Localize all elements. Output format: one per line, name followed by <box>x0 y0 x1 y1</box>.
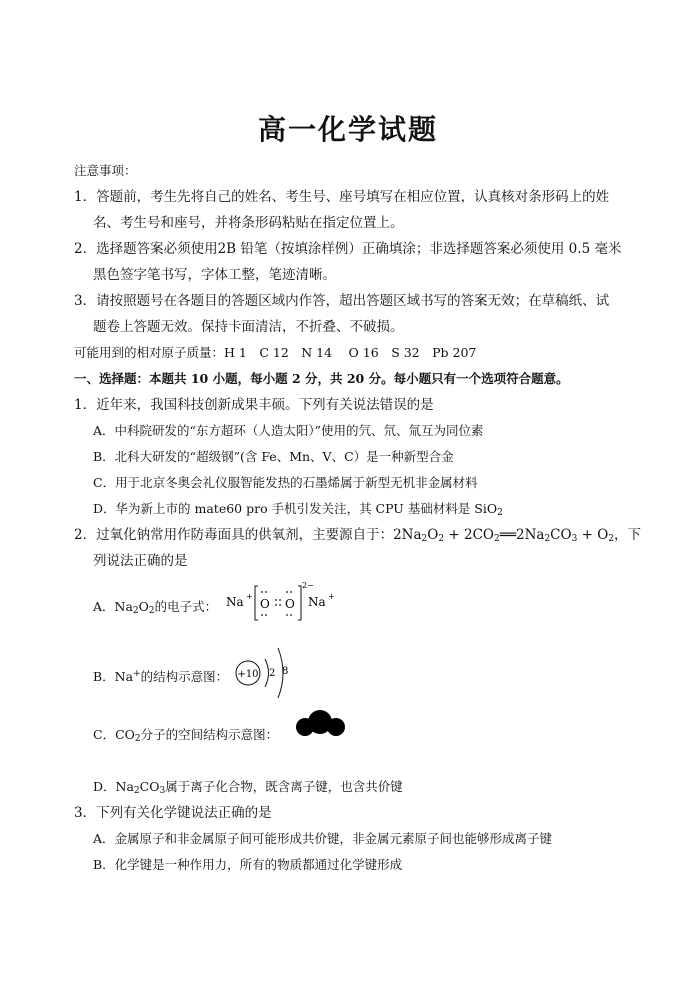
notice-heading: 注意事项： <box>74 163 137 178</box>
question-2-option-c: C．$CO_2$分子的空间结构示意图： <box>93 727 279 744</box>
notice-item-3-line1: 3．请按照题号在各题目的答题区域内作答，超出答题区域书写的答案无效；在草稿纸、试 <box>74 293 610 309</box>
notice-item-1-line2: 名、考生号和座号，并将条形码粘贴在指定位置上。 <box>93 215 404 231</box>
question-3-stem: 3．下列有关化学键说法正确的是 <box>74 805 272 821</box>
electron-formula-charge: 2− <box>302 581 314 590</box>
question-2-option-d: D．$Na_2CO_3$属于离子化合物，既含离子键，也含共价键 <box>93 779 403 796</box>
question-2-option-b: B．Na+的结构示意图： <box>93 669 229 684</box>
notice-item-3-line2: 题卷上答题无效。保持卡面清洁，不折叠、不破损。 <box>93 319 404 335</box>
question-1-option-d: D．华为新上市的 mate60 pro 手机引发关注，其 CPU 基础材料是 SiO$_2$ <box>93 501 503 518</box>
page-title: 高一化学试题 <box>257 113 438 146</box>
question-1-stem: 1．近年来，我国科技创新成果丰硕。下列有关说法错误的是 <box>74 397 434 413</box>
notice-item-1-num: 1． <box>74 189 97 205</box>
ion-structure-diagram <box>232 644 302 702</box>
notice-item-2-line2: 黑色签字笔书写，字体工整，笔迹清晰。 <box>93 267 336 283</box>
question-1-option-b: B．北科大研发的“超级钢”(含 Fe、Mn、V、C）是一种新型合金 <box>93 449 454 464</box>
question-3-option-a: A．金属原子和非金属原子间可能形成共价键，非金属元素原子间也能够形成离子键 <box>93 831 553 846</box>
notice-item-3-num: 3． <box>74 293 97 309</box>
notice-item-2-num: 2． <box>74 241 97 257</box>
electron-formula-oxygen-1: O <box>260 597 270 611</box>
question-2-stem-line2: 列说法正确的是 <box>93 553 188 569</box>
notice-item-2-line1: 2．选择题答案必须使用2B 铅笔（按填涂样例）正确填涂；非选择题答案必须使用 0.5 毫米 <box>74 241 622 257</box>
notice-item-1-line1: 1．答题前，考生先将自己的姓名、考生号、座号填写在相应位置，认真核对条形码上的姓 <box>74 189 610 205</box>
electron-shell-arc-1 <box>265 659 269 687</box>
question-1-option-a: A．中科院研发的“东方超环（人造太阳）”使用的氕、氘、氚互为同位素 <box>93 423 484 438</box>
nucleus-charge: +10 <box>237 669 259 680</box>
carbon-atom <box>308 710 332 734</box>
electron-formula-na-right: Na <box>308 595 326 609</box>
electron-formula-oxygen-2: O <box>285 597 295 611</box>
question-2-option-a: A．$Na_2O_2$的电子式： <box>93 599 218 616</box>
section-1-heading: 一、选择题：本题共 10 小题，每小题 2 分，共 20 分。每小题只有一个选项符合题意。 <box>74 371 569 386</box>
atomic-mass-line: 可能用到的相对原子质量：H 1 C 12 N 14 O 16 S 32 Pb 207 <box>74 345 477 360</box>
electron-formula-na-right-charge: + <box>328 592 335 601</box>
question-2-stem: 2．过氧化钠常用作防毒面具的供氧剂，主要源自于：$2Na_2O_2$ + $2CO_2══2Na_2CO_3 + O_2$，下 <box>74 527 642 544</box>
question-3-option-b: B．化学键是一种作用力，所有的物质都通过化学键形成 <box>93 857 403 872</box>
electron-formula-na-left-charge: + <box>246 592 253 601</box>
electron-shell-1: 2 <box>269 668 276 679</box>
question-1-option-c: C．用于北京冬奥会礼仪服智能发热的石墨烯属于新型无机非金属材料 <box>93 475 478 490</box>
electron-formula-na-left: Na <box>226 595 244 609</box>
electron-formula-figure <box>224 578 344 628</box>
electron-shell-2: 8 <box>282 666 289 677</box>
reaction-equation: $2Na_2O_2$ + $2CO_2══2Na_2CO_3 + O_2$ <box>393 527 615 544</box>
